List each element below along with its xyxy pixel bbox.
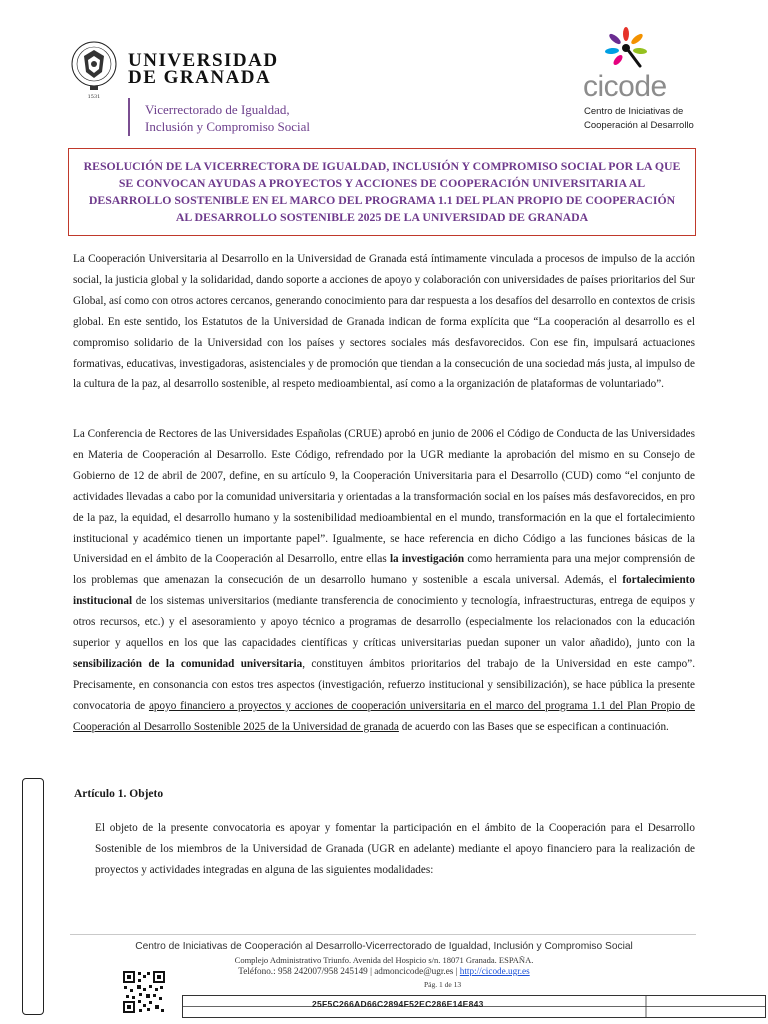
vicerrectorado-line1: Vicerrectorado de Igualdad, bbox=[145, 102, 290, 117]
paragraph-text: , constituyen ámbitos prioritarios del trabajo de la Universidad en este campo”. Precisamente, en consonancia con estos tres aspectos (investigación, refuerzo institucional y sensibilización), se hace pública la presente convocatoria de bbox=[73, 657, 696, 712]
article-1-heading: Artículo 1. Objeto bbox=[74, 788, 164, 800]
vicerrectorado-divider bbox=[128, 98, 130, 136]
resolution-title: RESOLUCIÓN DE LA VICERRECTORA DE IGUALDAD, INCLUSIÓN Y COMPROMISO SOCIAL POR LA QUE SE CONVOCAN AYUDAS A PROYECTOS Y ACCIONES DE COOPERACIÓN UNIVERSITARIA AL DESARROLLO SOSTENIBLE EN EL MARCO DEL PROGRAMA 1.1 DEL PLAN PROPIO DE COOPERACIÓN AL DESARROLLO SOSTENIBLE 2025 DE LA UNIVERSIDAD DE GRANADA bbox=[83, 159, 681, 224]
vicerrectorado-line2: Inclusión y Compromiso Social bbox=[145, 119, 311, 134]
bold-sensibilizacion: sensibilización de la comunidad universitaria bbox=[73, 657, 303, 670]
footer-phone-email: Teléfono.: 958 242007/958 245149 | admoncicode@ugr.es | bbox=[238, 966, 460, 976]
signature-margin-box bbox=[22, 778, 44, 1015]
cicode-subtitle-line2: Cooperación al Desarrollo bbox=[584, 120, 694, 131]
paragraph-text: como herramienta para una mejor comprensión de los problemas que amenazan la consecución de un desarrollo humano y sostenible a escala universal. Además, el bbox=[73, 553, 695, 587]
footer-contact bbox=[0, 966, 768, 976]
underlined-convocatoria: apoyo financiero a proyectos y acciones de cooperación universitaria en el marco del programa 1.1 del Plan Propio de Cooperación al Desarrollo Sostenible 2025 de la Universidad de granada bbox=[73, 699, 695, 733]
cicode-subtitle-line1: Centro de Iniciativas de bbox=[584, 106, 684, 117]
footer-address: Complejo Administrativo Triunfo. Avenida del Hospicio s/n. 18071 Granada. ESPAÑA. bbox=[234, 955, 534, 965]
svg-text:1531: 1531 bbox=[87, 94, 101, 100]
article-1-paragraph: El objeto de la presente convocatoria es apoyar y fomentar la participación en el ámbito de la Cooperación para el Desarrollo Sostenible de los miembros de la Universidad de Granada (UGR en adelante) mediante el apoyo financiero para la realización de proyectos y actividades integradas en alguna de las siguientes modalidades: bbox=[95, 822, 695, 876]
bold-investigacion: la investigación bbox=[389, 553, 465, 566]
ugr-coat-of-arms-logo bbox=[70, 38, 118, 100]
paragraph-text: de los sistemas universitarios (mediante transferencia de conocimiento y tecnología, infraestructuras, entrega de equipos y otros recursos, etc.) y el asesoramiento y apoyo técnico a programas de desarrollo (especialmente los relacionados con la educación superior y aquellos en los que las capacidades científicas y críticas universitarias puedan suponer un valor añadido), junto con la bbox=[73, 595, 695, 650]
qr-code-icon bbox=[122, 970, 166, 1014]
csv-verification-code: 25F5C266AD66C2894F52EC286E14E843 bbox=[312, 999, 484, 1009]
university-name-line2: DE GRANADA bbox=[128, 67, 272, 88]
footer-divider bbox=[70, 934, 696, 935]
bold-fortalecimiento: fortalecimiento institucional bbox=[73, 574, 695, 608]
university-name-line1: UNIVERSIDAD bbox=[128, 50, 279, 71]
crue-paragraph bbox=[73, 424, 695, 738]
cicode-wordmark: cicode bbox=[583, 70, 667, 103]
footer-institution: Centro de Iniciativas de Cooperación al Desarrollo-Vicerrectorado de Igualdad, Inclusión y Compromiso Social bbox=[135, 941, 633, 952]
cicode-website-link[interactable]: http://cicode.ugr.es bbox=[459, 966, 530, 976]
intro-paragraph: La Cooperación Universitaria al Desarrollo en la Universidad de Granada está íntimamente vinculada a procesos de impulso de la acción social, la justicia global y la solidaridad, dando soporte a acciones de apoyo y colaboración con universidades de países prioritarios del Sur Global, así como con otros actores cercanos, generando conocimiento para dar respuesta a los desafíos del desarrollo en contextos de crisis global. En este sentido, los Estatutos de la Universidad de Granada indican de forma explícita que “La cooperación al desarrollo es el compromiso solidario de la Universidad con los países y sectores sociales más desfavorecidos. Con ese fin, impulsará actuaciones formativas, educativas, investigadoras, asistenciales y de promoción que tiendan a la consecución de una sociedad más justa, al impulso de la cultura de la paz, al desarrollo sostenible, al respeto medioambiental, así como a la organización de plataformas de voluntariado”. bbox=[73, 253, 695, 391]
resolution-title-box bbox=[68, 148, 696, 236]
paragraph-text: de acuerdo con las Bases que se especifican a continuación. bbox=[398, 720, 669, 733]
paragraph-text: La Conferencia de Rectores de las Universidades Españolas (CRUE) aprobó en junio de 2006 el Código de Conducta de las Universidades en Materia de Cooperación al Desarrollo. Este Código, refrendado por la UGR mediante la aprobación del mismo en su Consejo de Gobierno de 12 de abril de 2007, define, en su artículo 9, la Cooperación Universitaria para el Desarrollo (CUD) como “el conjunto de actividades llevadas a cabo por la comunidad universitaria y orientadas a la transformación social en los países más desfavorecidos, en pro de la paz, la equidad, el desarrollo humano y la sostenibilidad medioambiental en el mundo, transformación en la que el fortalecimiento institucional y académico tienen un importante papel”. Igualmente, se hace referencia en dicho Código a las funciones básicas de la Universidad en el ámbito de la Cooperación al Desarrollo, entre ellas bbox=[73, 428, 695, 566]
page-number: Pág. 1 de 13 bbox=[424, 980, 462, 989]
